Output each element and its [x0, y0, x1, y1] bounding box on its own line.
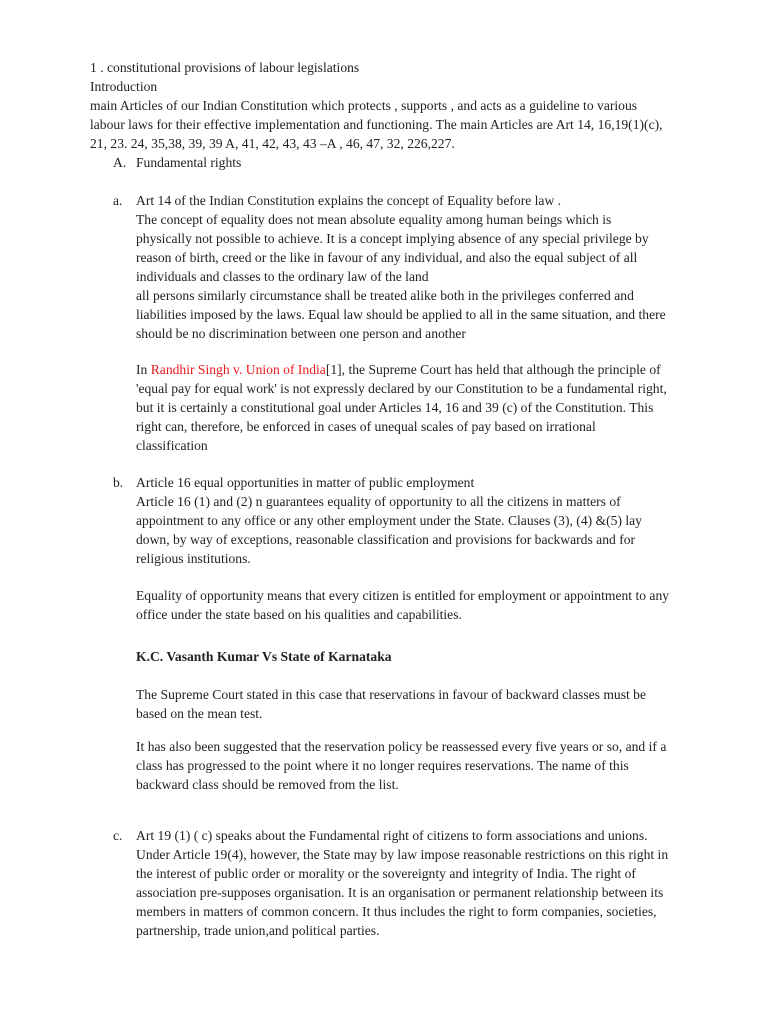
item-a-line: physically not possible to achieve. It is a concept implying absence of any special privilege by [136, 231, 649, 246]
intro-label: Introduction [90, 79, 158, 94]
case-suffix: [1], the Supreme Court has held that although the principle of [325, 362, 661, 377]
item-c-line: partnership, trade union,and political parties. [136, 923, 380, 938]
intro-line: 21, 23. 24, 35,38, 39, 39 A, 41, 42, 43, 43 –A , 46, 47, 32, 226,227. [90, 136, 455, 151]
item-b-para4-line: class has progressed to the point where it no longer requires reservations. The name of this [136, 758, 629, 773]
item-a-line: all persons similarly circumstance shall be treated alike both in the privileges conferred and [136, 288, 634, 303]
item-b-line: Article 16 equal opportunities in matter of public employment [136, 475, 475, 490]
case-line: but it is certainly a constitutional goal under Articles 14, 16 and 39 (c) of the Constitution. This [136, 400, 654, 415]
section-a-title: Fundamental rights [136, 155, 242, 170]
item-a-line: liabilities imposed by the laws. Equal law should be applied to all in the same situation, and there [136, 307, 666, 322]
item-a-line: reason of birth, creed or the like in favour of any individual, and also the equal subject of all [136, 250, 638, 265]
item-b-para2-line: Equality of opportunity means that every citizen is entitled for employment or appointment to any [136, 588, 670, 603]
item-b-para2-line: office under the state based on his qualities and capabilities. [136, 607, 462, 622]
item-c-line: the interest of public order or morality or the sovereignty and integrity of India. The right of [136, 866, 636, 881]
case-heading: K.C. Vasanth Kumar Vs State of Karnataka [136, 649, 392, 664]
item-b-para3-line: based on the mean test. [136, 706, 263, 721]
item-c-line: Art 19 (1) ( c) speaks about the Fundamental right of citizens to form associations and unions. [136, 828, 648, 843]
item-a-line: should be no discrimination between one person and another [136, 326, 466, 341]
item-a-line: individuals and classes to the ordinary law of the land [136, 269, 429, 284]
item-c-line: association pre-supposes organisation. It is an organisation or permanent relationship between its [136, 885, 664, 900]
item-c-marker: c. [113, 828, 123, 843]
case-line: right can, therefore, be enforced in cases of unequal scales of pay based on irrational [136, 419, 596, 434]
case-name-link[interactable]: Randhir Singh v. Union of India [150, 362, 326, 377]
intro-line: labour laws for their effective implementation and functioning. The main Articles are Art 14, 16,19(1)(c), [90, 117, 663, 132]
section-a-marker: A. [113, 155, 127, 170]
item-b-line: Article 16 (1) and (2) n guarantees equality of opportunity to all the citizens in matters of [136, 494, 621, 509]
item-b-para3-line: The Supreme Court stated in this case that reservations in favour of backward classes must be [136, 687, 646, 702]
document-heading: 1 . constitutional provisions of labour legislations [90, 60, 360, 75]
case-prefix: In [136, 362, 151, 377]
intro-line: main Articles of our Indian Constitution which protects , supports , and acts as a guideline to various [90, 98, 638, 113]
item-b-para4-line: backward class should be removed from the list. [136, 777, 399, 792]
item-b-line: appointment to any office or any other employment under the State. Clauses (3), (4) &(5) lay [136, 513, 642, 528]
item-c-line: members in matters of common concern. It thus includes the right to form companies, societies, [136, 904, 657, 919]
item-b-marker: b. [113, 475, 124, 490]
item-a-line: Art 14 of the Indian Constitution explains the concept of Equality before law . [136, 193, 562, 208]
item-a-marker: a. [113, 193, 123, 208]
case-line: classification [136, 438, 208, 453]
case-citation-line [136, 360, 661, 379]
case-line: 'equal pay for equal work' is not expressly declared by our Constitution to be a fundamental right, [136, 381, 667, 396]
item-c-line: Under Article 19(4), however, the State may by law impose reasonable restrictions on this right in [136, 847, 669, 862]
item-b-line: down, by way of exceptions, reasonable classification and provisions for backwards and for [136, 532, 636, 547]
item-b-para4-line: It has also been suggested that the reservation policy be reassessed every five years or so, and if a [136, 739, 667, 754]
item-b-line: religious institutions. [136, 551, 251, 566]
item-a-line: The concept of equality does not mean absolute equality among human beings which is [136, 212, 612, 227]
